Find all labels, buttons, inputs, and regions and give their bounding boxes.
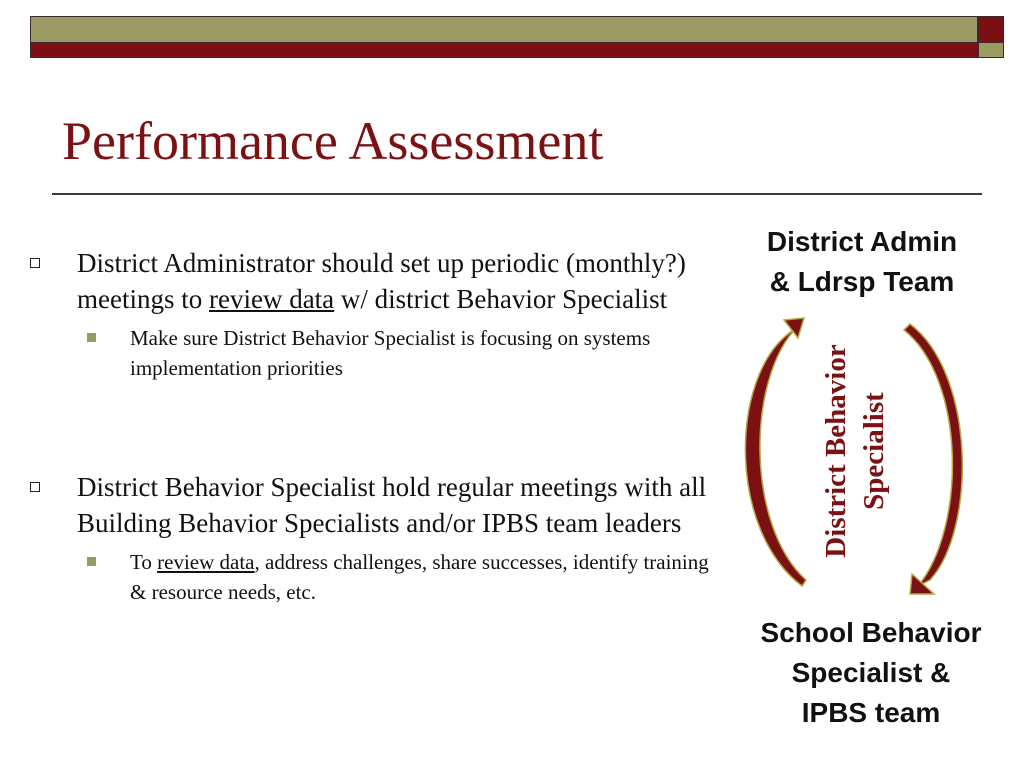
diagram-bottom-label [726,613,1016,733]
sub-bullet-text-2 [130,547,710,607]
bullet-text-segment: w/ district Behavior Specialist [334,284,668,314]
sub-bullet-1 [87,323,710,383]
filled-square-bullet-icon [87,557,96,566]
diagram-middle-label [817,344,893,557]
sub-bullet-2 [87,547,710,607]
diagram-top-label [730,222,994,302]
down-arrow-icon [904,324,962,594]
label-line: District Behavior [820,344,852,558]
title-divider [52,193,982,195]
label-line: District Admin [766,226,958,257]
bullet-text-1 [77,245,710,317]
label-line: School Behavior [760,617,982,648]
header-band-maroon [30,42,978,58]
bullet-text-segment: District Administrator should set up periodic (monthly?) meetings to [77,248,686,314]
underlined-review-data: review data [208,284,335,314]
hollow-square-bullet-icon [30,482,40,492]
bullet-text-2: District Behavior Specialist hold regular meetings with all Building Behavior Specialists and/or IPBS team leaders [77,472,707,538]
slide-title: Performance Assessment [62,111,604,171]
up-arrow-icon [745,318,806,586]
sub-bullet-text-segment: To [130,550,158,574]
sub-bullet-text-1: Make sure District Behavior Specialist is focusing on systems implementation priorities [130,326,651,380]
label-line: Specialist [858,392,890,510]
bullet-item-1 [30,245,710,383]
hollow-square-bullet-icon [30,258,40,268]
label-line: Specialist & [791,657,951,688]
header-square-olive [978,42,1004,58]
header-band-olive [30,16,978,43]
filled-square-bullet-icon [87,333,96,342]
sub-bullet-text-segment: , address challenges, share successes, identify training & resource needs, etc. [130,550,709,604]
label-line: IPBS team [801,697,941,728]
label-line: & Ldrsp Team [769,266,955,297]
header-square-maroon [978,16,1004,43]
bullet-item-2 [30,469,710,607]
underlined-review-data: review data [157,550,255,574]
